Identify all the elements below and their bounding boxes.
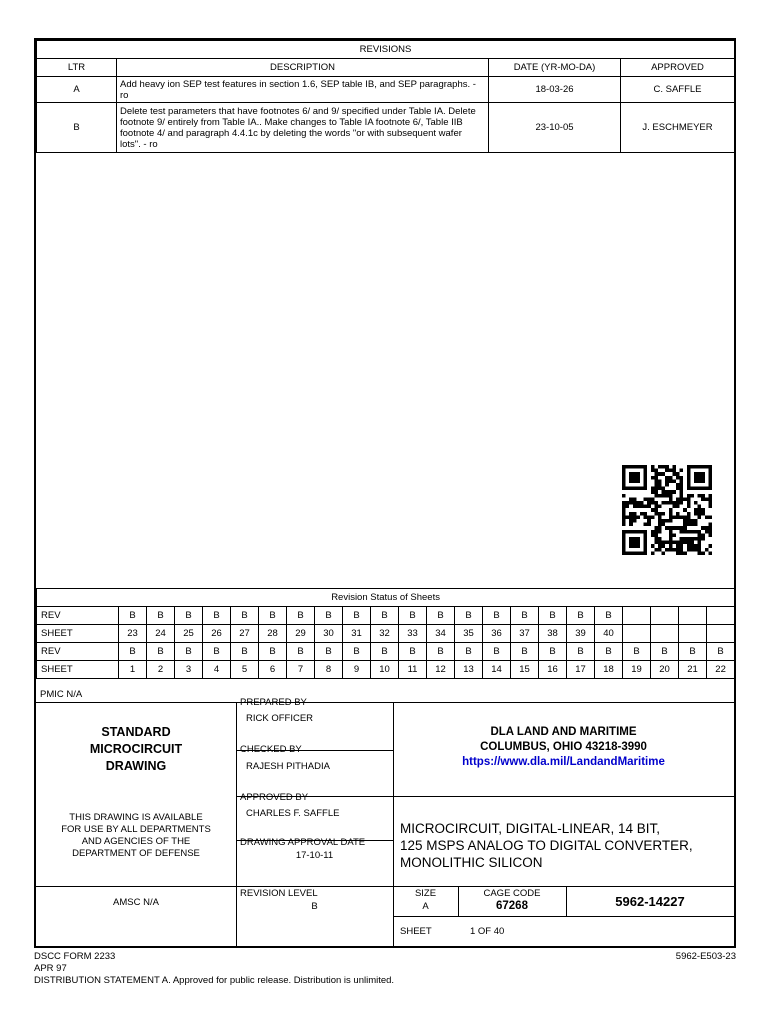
- revision-level-label: REVISION LEVEL: [240, 888, 318, 899]
- availability-line: FOR USE BY ALL DEPARTMENTS: [61, 824, 211, 835]
- revisions-table: [36, 40, 735, 153]
- description-line: MICROCIRCUIT, DIGITAL-LINEAR, 14 BIT,: [400, 821, 661, 836]
- drawing-text: DRAWING: [105, 759, 167, 773]
- status-title: Revision Status of Sheets: [37, 589, 735, 607]
- description-line: MONOLITHIC SILICON: [400, 855, 543, 870]
- sheet-cell: 9: [343, 661, 371, 679]
- description-cell: Add heavy ion SEP test features in section 1.6, SEP table IB, and SEP paragraphs. - ro: [117, 77, 489, 103]
- sheet-label: SHEET: [37, 661, 119, 679]
- sheet-cell: 3: [175, 661, 203, 679]
- sheet-cell: 27: [231, 625, 259, 643]
- rev-cell: B: [427, 643, 455, 661]
- description-cell: Delete test parameters that have footnotes 6/ and 9/ specified under Table IA. Delete footnote 9/ entirely from Table IA.. Make changes to Table IA footnote 6/, Table IIB footnote 4/ and paragraph 4.4.1c by deleting the words "or with subsequent wafer lots". - ro: [117, 103, 489, 153]
- table-row: [37, 77, 735, 103]
- drawing-frame: [34, 38, 736, 948]
- distribution-statement: DISTRIBUTION STATEMENT A. Approved for public release. Distribution is unlimited.: [34, 975, 395, 986]
- drawing-number: 5962-14227: [615, 894, 685, 909]
- sheet-cell: 25: [175, 625, 203, 643]
- prepared-by-label: PREPARED BY: [240, 697, 307, 708]
- rev-cell: B: [567, 607, 595, 625]
- rev-cell: [623, 607, 651, 625]
- rev-cell: B: [259, 643, 287, 661]
- sheet-cell: 5: [231, 661, 259, 679]
- sheet-cell: [623, 625, 651, 643]
- approved-by-label: APPROVED BY: [240, 792, 309, 803]
- sheet-cell: 11: [399, 661, 427, 679]
- sheet-cell: 26: [203, 625, 231, 643]
- rev-cell: B: [259, 607, 287, 625]
- approved-by-value: CHARLES F. SAFFLE: [246, 808, 340, 819]
- date-cell: 23-10-05: [489, 103, 621, 153]
- rev-cell: B: [707, 643, 735, 661]
- sheet-cell: 35: [455, 625, 483, 643]
- pmic-label: PMIC N/A: [40, 689, 83, 700]
- availability-statement: [36, 812, 236, 860]
- date-header: DATE (YR-MO-DA): [489, 59, 621, 77]
- org-link[interactable]: https://www.dla.mil/LandandMaritime: [462, 756, 665, 768]
- approval-date-value: 17-10-11: [295, 850, 334, 861]
- rev-cell: B: [511, 643, 539, 661]
- standard-text: STANDARD: [101, 725, 171, 739]
- revision-level-value: B: [311, 901, 318, 912]
- sheet-label: SHEET: [37, 625, 119, 643]
- sheet-cell: 2: [147, 661, 175, 679]
- checked-by-label: CHECKED BY: [240, 744, 302, 755]
- sheet-value: 1 OF 40: [470, 926, 505, 937]
- rev-cell: B: [287, 607, 315, 625]
- sheet-cell: 34: [427, 625, 455, 643]
- rev-cell: B: [371, 607, 399, 625]
- drawing-description: [400, 820, 693, 871]
- rev-cell: B: [231, 607, 259, 625]
- checked-by-value: RAJESH PITHADIA: [246, 761, 330, 772]
- sheet-cell: 38: [539, 625, 567, 643]
- sheet-cell: 18: [595, 661, 623, 679]
- rev-cell: B: [595, 607, 623, 625]
- availability-line: DEPARTMENT OF DEFENSE: [72, 848, 200, 859]
- rev-cell: B: [651, 643, 679, 661]
- rev-cell: B: [119, 643, 147, 661]
- rev-cell: [651, 607, 679, 625]
- sheet-cell: 28: [259, 625, 287, 643]
- sheet-cell: 22: [707, 661, 735, 679]
- standard-microcircuit-drawing: [36, 724, 236, 775]
- sheet-cell: [679, 625, 707, 643]
- sheet-cell: [651, 625, 679, 643]
- description-header: DESCRIPTION: [117, 59, 489, 77]
- rev-cell: B: [175, 643, 203, 661]
- revision-status-table: [36, 588, 735, 679]
- sheet-cell: 30: [315, 625, 343, 643]
- sheet-cell: 15: [511, 661, 539, 679]
- cage-code-value: 67268: [496, 900, 528, 912]
- ltr-cell: A: [37, 77, 117, 103]
- availability-line: THIS DRAWING IS AVAILABLE: [69, 812, 203, 823]
- sheet-cell: 21: [679, 661, 707, 679]
- sheet-cell: 7: [287, 661, 315, 679]
- sheet-cell: 24: [147, 625, 175, 643]
- sheet-cell: 19: [623, 661, 651, 679]
- org-name: DLA LAND AND MARITIME: [490, 726, 637, 738]
- rev-cell: B: [399, 643, 427, 661]
- form-id: 5962-E503-23: [675, 951, 736, 962]
- sheet-cell: 39: [567, 625, 595, 643]
- cage-code-label: CAGE CODE: [483, 888, 541, 899]
- size-label: SIZE: [414, 888, 437, 899]
- rev-cell: B: [595, 643, 623, 661]
- rev-cell: B: [203, 607, 231, 625]
- amsc-label: AMSC N/A: [113, 897, 159, 908]
- rev-cell: B: [343, 607, 371, 625]
- qr-code-icon: [622, 465, 712, 555]
- sheet-cell: 12: [427, 661, 455, 679]
- sheet-cell: 16: [539, 661, 567, 679]
- approved-cell: C. SAFFLE: [621, 77, 735, 103]
- sheet-cell: 1: [119, 661, 147, 679]
- rev-cell: B: [483, 607, 511, 625]
- rev-cell: B: [175, 607, 203, 625]
- microcircuit-text: MICROCIRCUIT: [89, 742, 183, 756]
- ltr-cell: B: [37, 103, 117, 153]
- ltr-header: LTR: [37, 59, 117, 77]
- rev-cell: B: [315, 643, 343, 661]
- sheet-cell: 40: [595, 625, 623, 643]
- sheet-cell: 8: [315, 661, 343, 679]
- sheet-label: SHEET: [400, 926, 432, 937]
- rev-cell: B: [399, 607, 427, 625]
- description-line: 125 MSPS ANALOG TO DIGITAL CONVERTER,: [400, 838, 693, 853]
- rev-cell: B: [539, 607, 567, 625]
- rev-cell: B: [343, 643, 371, 661]
- sheet-cell: 23: [119, 625, 147, 643]
- organization-block: [393, 725, 734, 770]
- rev-cell: [707, 607, 735, 625]
- rev-label: REV: [37, 643, 119, 661]
- availability-line: AND AGENCIES OF THE: [81, 836, 191, 847]
- rev-cell: B: [539, 643, 567, 661]
- rev-cell: B: [511, 607, 539, 625]
- sheet-cell: 31: [343, 625, 371, 643]
- rev-cell: [679, 607, 707, 625]
- sheet-cell: 4: [203, 661, 231, 679]
- form-number: DSCC FORM 2233: [34, 951, 116, 962]
- approved-cell: J. ESCHMEYER: [621, 103, 735, 153]
- rev-cell: B: [119, 607, 147, 625]
- rev-cell: B: [623, 643, 651, 661]
- size-value: A: [422, 901, 429, 912]
- sheet-cell: 33: [399, 625, 427, 643]
- approval-date-label: DRAWING APPROVAL DATE: [240, 837, 366, 848]
- sheet-cell: 32: [371, 625, 399, 643]
- rev-cell: B: [567, 643, 595, 661]
- sheet-cell: 14: [483, 661, 511, 679]
- form-date: APR 97: [34, 963, 67, 974]
- rev-cell: B: [455, 607, 483, 625]
- sheet-cell: [707, 625, 735, 643]
- sheet-cell: 20: [651, 661, 679, 679]
- rev-cell: B: [147, 643, 175, 661]
- rev-cell: B: [147, 607, 175, 625]
- sheet-cell: 17: [567, 661, 595, 679]
- revisions-title: REVISIONS: [37, 41, 735, 59]
- org-city: COLUMBUS, OHIO 43218-3990: [480, 741, 647, 753]
- rev-cell: B: [455, 643, 483, 661]
- rev-cell: B: [203, 643, 231, 661]
- rev-cell: B: [483, 643, 511, 661]
- rev-cell: B: [427, 607, 455, 625]
- sheet-cell: 6: [259, 661, 287, 679]
- rev-cell: B: [679, 643, 707, 661]
- rev-label: REV: [37, 607, 119, 625]
- sheet-cell: 36: [483, 625, 511, 643]
- sheet-cell: 13: [455, 661, 483, 679]
- table-row: [37, 103, 735, 153]
- rev-cell: B: [287, 643, 315, 661]
- rev-cell: B: [231, 643, 259, 661]
- rev-cell: B: [315, 607, 343, 625]
- sheet-cell: 37: [511, 625, 539, 643]
- sheet-cell: 29: [287, 625, 315, 643]
- approved-header: APPROVED: [621, 59, 735, 77]
- sheet-cell: 10: [371, 661, 399, 679]
- date-cell: 18-03-26: [489, 77, 621, 103]
- rev-cell: B: [371, 643, 399, 661]
- prepared-by-value: RICK OFFICER: [246, 713, 314, 724]
